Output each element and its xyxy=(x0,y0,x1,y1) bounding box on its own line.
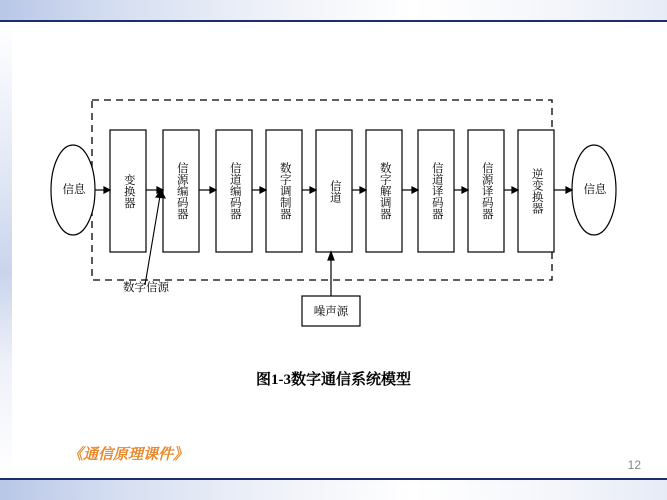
left-terminal-ellipse xyxy=(51,145,95,235)
block-7-text: 信道译码器 xyxy=(430,162,443,220)
block-6 xyxy=(366,130,402,252)
left-terminal-text: 信息 xyxy=(62,184,86,197)
top-decorative-band xyxy=(0,0,667,22)
noise-arrow xyxy=(328,252,334,296)
block-4 xyxy=(266,130,302,252)
block-3-text: 信道编码器 xyxy=(228,162,241,220)
figure-caption: 图1-3数字通信系统模型 xyxy=(256,372,411,388)
footer-title: 《通信原理课件》 xyxy=(68,447,189,463)
block-1 xyxy=(110,130,146,252)
block-8-text: 信源译码器 xyxy=(480,162,493,220)
block-5 xyxy=(316,130,352,252)
block-3 xyxy=(216,130,252,252)
digital-source-text: 数字信源 xyxy=(123,282,169,294)
digital-source-pointer xyxy=(145,190,165,285)
right-terminal-text: 信息 xyxy=(583,184,607,197)
block-5-text: 信道 xyxy=(328,179,341,203)
digital-source-label xyxy=(96,278,196,296)
communication-system-diagram xyxy=(0,22,667,422)
block-8 xyxy=(468,130,504,252)
right-terminal-ellipse xyxy=(572,145,616,235)
block-4-text: 数字调制器 xyxy=(278,162,291,220)
block-2-text: 信源编码器 xyxy=(175,162,188,220)
noise-source-label xyxy=(302,302,360,320)
bottom-decorative-band xyxy=(0,478,667,500)
block-1-text: 变换器 xyxy=(122,173,135,209)
noise-source-text: 噪声源 xyxy=(313,306,349,318)
block-6-text: 数字解调器 xyxy=(378,162,391,220)
block-9-text: 逆变换器 xyxy=(530,168,543,214)
block-9 xyxy=(518,130,554,252)
bottom-rule xyxy=(0,478,667,480)
block-2 xyxy=(163,130,199,252)
page-number: 12 xyxy=(627,458,641,472)
block-7 xyxy=(418,130,454,252)
